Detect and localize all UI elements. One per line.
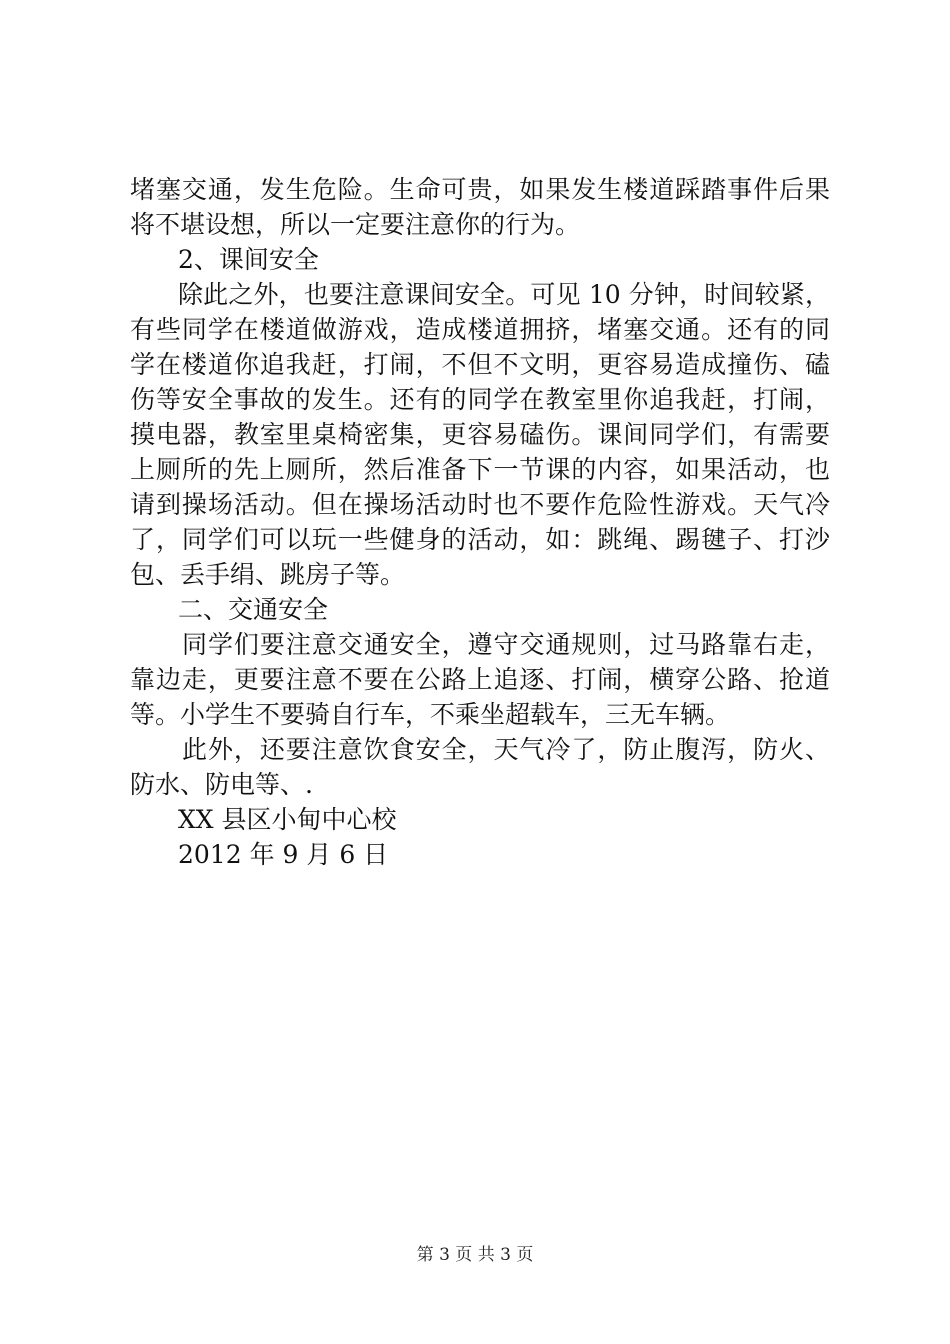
paragraph-line: 同学们要注意交通安全，遵守交通规则，过马路靠右走， <box>182 630 830 659</box>
page-number-footer: 第 3 页 共 3 页 <box>416 1245 534 1265</box>
section-heading-class-break-safety: 2、课间安全 <box>178 245 319 274</box>
paragraph-line: 包、丢手绢、跳房子等。 <box>130 560 406 589</box>
paragraph-line: 靠边走，更要注意不要在公路上追逐、打闹，横穿公路、抢道 <box>130 665 830 694</box>
paragraph-line: 了，同学们可以玩一些健身的活动，如：跳绳、踢毽子、打沙 <box>130 525 830 554</box>
paragraph-line: 有些同学在楼道做游戏，造成楼道拥挤，堵塞交通。还有的同 <box>130 315 830 344</box>
paragraph-line: 伤等安全事故的发生。还有的同学在教室里你追我赶，打闹， <box>130 385 830 414</box>
paragraph-line: 防水、防电等、. <box>130 770 313 799</box>
paragraph-line: 将不堪设想，所以一定要注意你的行为。 <box>130 210 581 239</box>
signature-date: 2012 年 9 月 6 日 <box>178 840 389 869</box>
section-heading-traffic-safety: 二、交通安全 <box>178 595 329 624</box>
paragraph-line: 摸电器，教室里桌椅密集，更容易磕伤。课间同学们，有需要 <box>130 420 830 449</box>
paragraph-line: 此外，还要注意饮食安全，天气冷了，防止腹泻，防火、 <box>182 735 830 764</box>
signature-school-name: XX 县区小甸中心校 <box>178 805 397 834</box>
paragraph-line: 等。小学生不要骑自行车，不乘坐超载车，三无车辆。 <box>130 700 731 729</box>
paragraph-line: 学在楼道你追我赶，打闹，不但不文明，更容易造成撞伤、磕 <box>130 350 830 379</box>
paragraph-line: 请到操场活动。但在操场活动时也不要作危险性游戏。天气冷 <box>130 490 830 519</box>
paragraph-line: 堵塞交通，发生危险。生命可贵，如果发生楼道踩踏事件后果 <box>130 175 830 204</box>
paragraph-line: 除此之外，也要注意课间安全。可见 10 分钟，时间较紧， <box>178 280 830 309</box>
document-body <box>130 172 830 872</box>
paragraph-line: 上厕所的先上厕所，然后准备下一节课的内容，如果活动，也 <box>130 455 830 484</box>
